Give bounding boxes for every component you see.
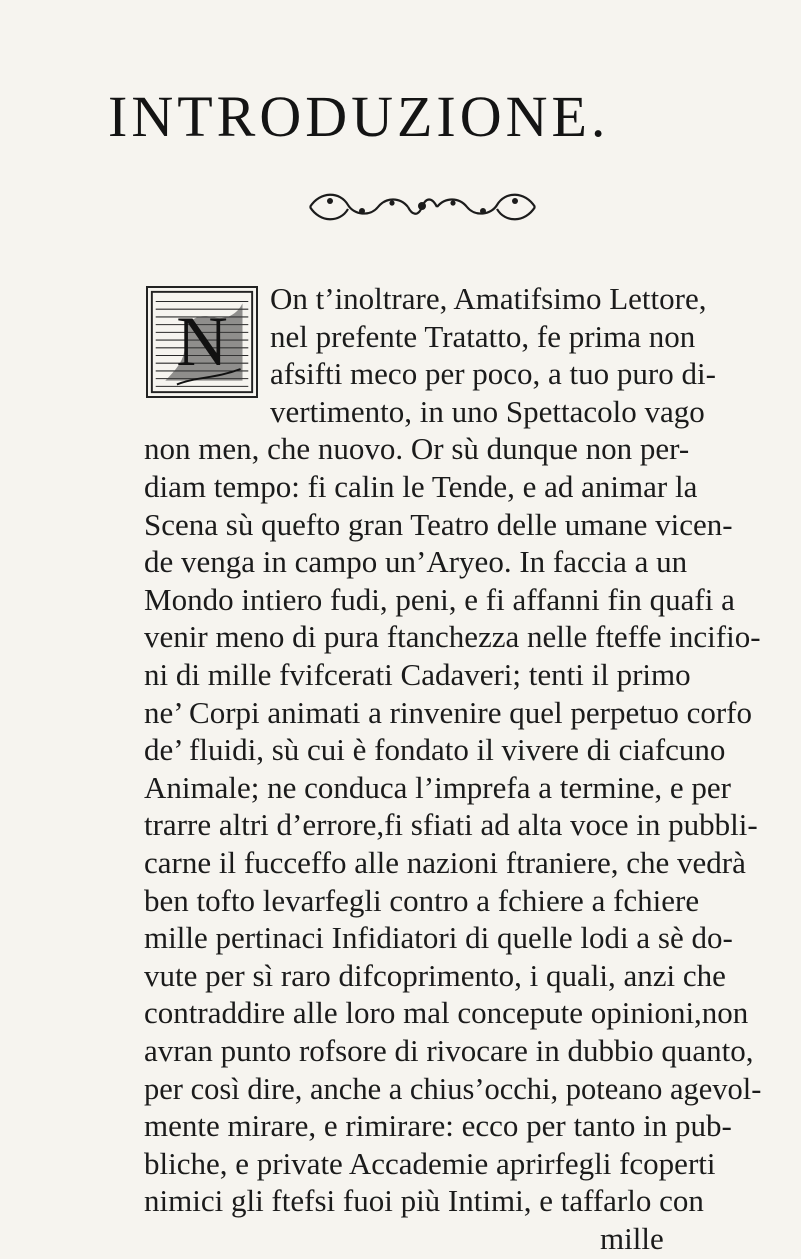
text-line: non men, che nuovo. Or sù dunque non per- xyxy=(144,431,690,467)
text-line: contraddire alle loro mal concepute opinioni,non xyxy=(144,995,749,1031)
catchword: mille xyxy=(600,1221,664,1256)
text-line: nimici gli ftefsi fuoi più Intimi, e taffarlo con xyxy=(144,1183,704,1219)
text-line: mente mirare, e rimirare: ecco per tanto in pub- xyxy=(144,1108,732,1144)
initial-letter: N xyxy=(176,302,228,382)
text-line: ne’ Corpi animati a rinvenire quel perpetuo corfo xyxy=(144,694,752,730)
text-line: per così dire, anche a chius’occhi, poteano agevol- xyxy=(144,1070,762,1106)
decorated-initial xyxy=(146,286,258,398)
text-line: de’ fluidi, sù cui è fondato il vivere di ciafcuno xyxy=(144,732,726,768)
text-line: Mondo intiero fudi, peni, e fi affanni fin quafi a xyxy=(144,581,735,617)
text-line: ben tofto levarfegli contro a fchiere a fchiere xyxy=(144,882,700,918)
text-line: diam tempo: fi calin le Tende, e ad animar la xyxy=(144,469,698,504)
text-line: mille pertinaci Infidiatori di quelle lodi a sè do- xyxy=(144,920,733,956)
text-line: venir meno di pura ftanchezza nelle fteffe incifio- xyxy=(144,619,761,655)
text-line: Animale; ne conduca l’imprefa a termine, e per xyxy=(144,769,732,805)
text-line: avran punto rofsore di rivocare in dubbio quanto, xyxy=(144,1033,754,1068)
text-line: vertimento, in uno Spettacolo vago xyxy=(270,393,705,429)
chapter-title: INTRODUZIONE. xyxy=(108,84,610,149)
text-line: afsifti meco per poco, a tuo puro di- xyxy=(270,356,716,392)
text-line: nel prefente Tratatto, fe prima non xyxy=(270,318,696,354)
ornament-fleuron-icon xyxy=(300,185,545,227)
text-line: carne il fucceffo alle nazioni ftraniere, che vedrà xyxy=(144,845,746,880)
text-line: trarre altri d’errore,fi sfiati ad alta voce in pubbli- xyxy=(144,807,758,843)
text-line: de venga in campo un’Aryeo. In faccia a un xyxy=(144,544,688,580)
text-line: bliche, e private Accademie aprirfegli fcoperti xyxy=(144,1145,716,1181)
text-line: On t’inoltrare, Amatifsimo Lettore, xyxy=(270,281,707,316)
text-line: vute per sì raro difcoprimento, i quali, anzi che xyxy=(144,957,726,993)
text-line: ni di mille fvifcerati Cadaveri; tenti il primo xyxy=(144,657,691,692)
text-line: Scena sù quefto gran Teatro delle umane vicen- xyxy=(144,506,733,542)
